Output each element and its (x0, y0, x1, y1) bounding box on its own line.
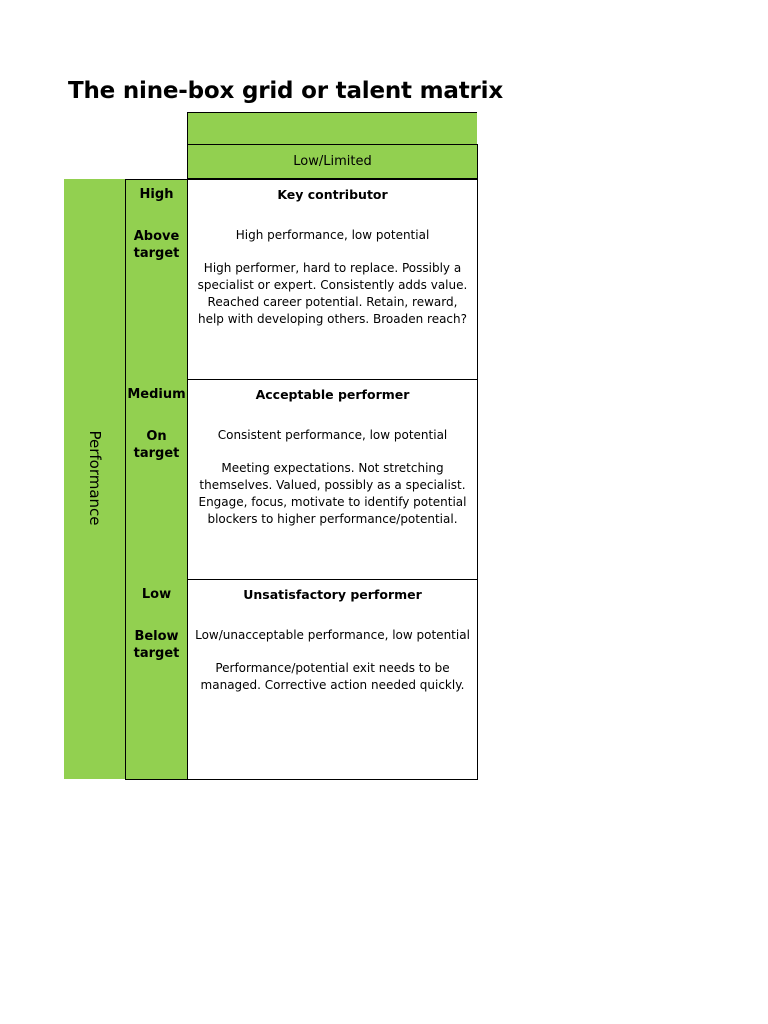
box-subtitle: High performance, low potential (235, 228, 430, 242)
page-title: The nine-box grid or talent matrix (68, 78, 503, 104)
rating-cell-low (126, 580, 187, 780)
grid-box-key-contributor (187, 179, 478, 380)
box-title: Acceptable performer (255, 387, 410, 402)
rating-level: High (139, 187, 174, 202)
box-subtitle: Low/unacceptable performance, low potential (195, 628, 470, 642)
rating-cell-medium (126, 380, 187, 580)
grid-box-acceptable-performer (187, 379, 478, 580)
rating-level: Medium (127, 387, 186, 402)
box-description: High performer, hard to replace. Possibly a specialist or expert. Consistently adds value. Reached career potential. Retain, reward, help with developing others. Broaden reach? (197, 261, 468, 326)
rating-column (125, 179, 188, 780)
box-description: Meeting expectations. Not stretching themselves. Valued, possibly as a specialist. Engage, focus, motivate to identify potential blockers to higher performance/potential. (198, 461, 467, 526)
box-description: Performance/potential exit needs to be managed. Corrective action needed quickly. (200, 661, 465, 692)
rating-cell-high (126, 180, 187, 380)
rating-level: Low (141, 587, 172, 602)
grid-box-unsatisfactory-performer (187, 579, 478, 780)
rating-target: On target (133, 429, 180, 461)
performance-axis-label: Performance (86, 430, 104, 526)
rating-target: Above target (133, 229, 180, 261)
potential-column-header: Low/Limited (187, 144, 478, 179)
box-title: Key contributor (277, 187, 388, 202)
potential-header-band (187, 112, 477, 144)
box-subtitle: Consistent performance, low potential (217, 428, 448, 442)
box-title: Unsatisfactory performer (243, 587, 422, 602)
rating-target: Below target (133, 629, 180, 661)
